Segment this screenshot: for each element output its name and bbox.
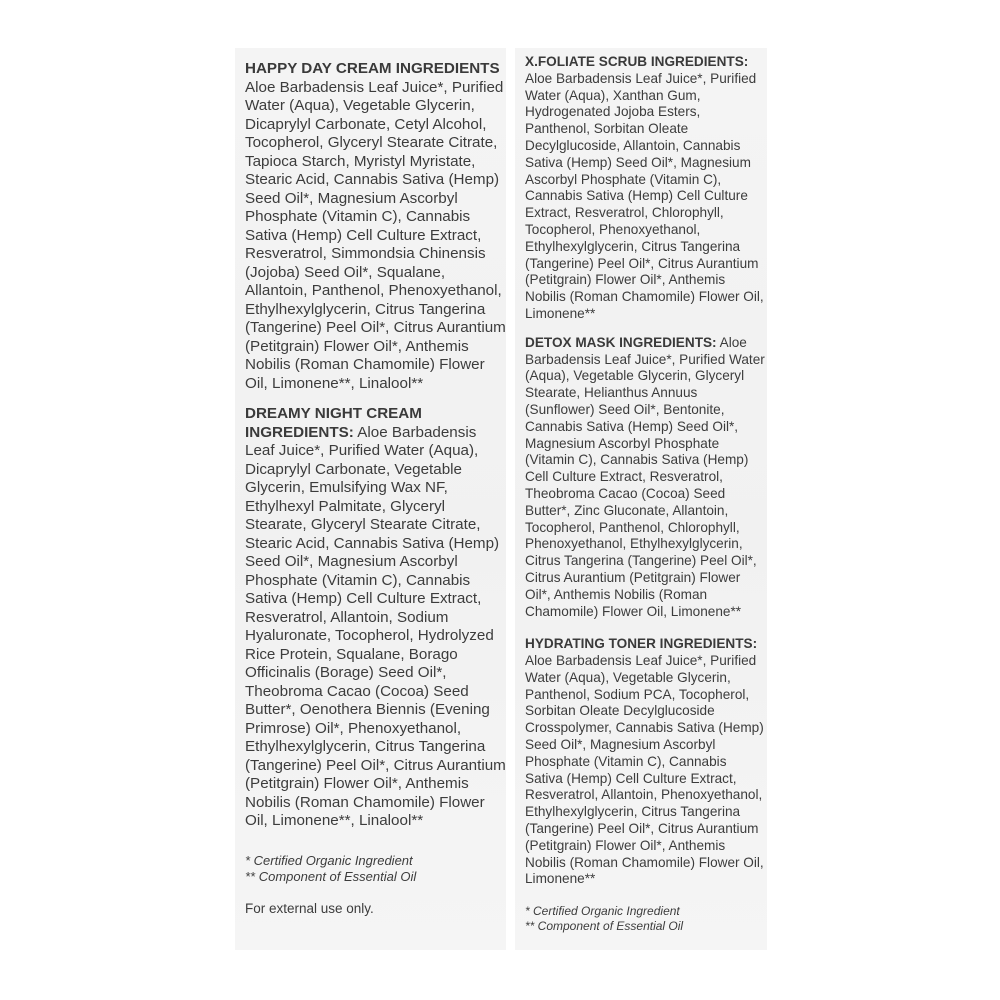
ingredient-list: Aloe Barbadensis Leaf Juice*, Purified Water (Aqua), Xanthan Gum, Hydrogenated Jojoba Esters, Panthenol, Sorbitan Oleate Decylglucoside, Allantoin, Cannabis Sativa (Hemp) Seed Oil*, Magnesium Ascorbyl Phosphate (Vitamin C), Cannabis Sativa (Hemp) Cell Culture Extract, Resveratrol, Chlorophyll, Tocopherol, Phenoxyethanol, Ethylhexylglycerin, Citrus Tangerina (Tangerine) Peel Oil*, Citrus Aurantium (Petitgrain) Flower Oil*, Anthemis Nobilis (Roman Chamomile) Flower Oil, Limonene** xyxy=(525,70,764,321)
footnote-essential-oil: ** Component of Essential Oil xyxy=(525,919,684,934)
detox-mask-ingredients xyxy=(525,335,767,621)
left-label-panel xyxy=(235,48,506,950)
dreamy-night-cream-ingredients xyxy=(245,405,506,831)
xfoliate-scrub-ingredients xyxy=(525,54,767,323)
footnote-organic: * Certified Organic Ingredient xyxy=(245,852,413,868)
right-label-panel xyxy=(515,48,767,950)
ingredient-list: Aloe Barbadensis Leaf Juice*, Purified Water (Aqua), Vegetable Glycerin, Dicaprylyl Carbonate, Cetyl Alcohol, Tocopherol, Glyceryl Stearate Citrate, Tapioca Starch, Myristyl Myristate, Stearic Acid, Cannabis Sativa (Hemp) Seed Oil*, Magnesium Ascorbyl Phosphate (Vitamin C), Cannabis Sativa (Hemp) Cell Culture Extract, Resveratrol, Simmondsia Chinensis (Jojoba) Seed Oil*, Squalane, Allantoin, Panthenol, Phenoxyethanol, Ethylhexylglycerin, Citrus Tangerina (Tangerine) Peel Oil*, Citrus Aurantium (Petitgrain) Flower Oil*, Anthemis Nobilis (Roman Chamomile) Flower Oil, Limonene**, Linalool** xyxy=(245,78,506,392)
section-heading: DETOX MASK INGREDIENTS: xyxy=(525,334,717,350)
hydrating-toner-ingredients xyxy=(525,636,767,888)
happy-day-cream-ingredients xyxy=(245,60,506,393)
section-heading: HAPPY DAY CREAM INGREDIENTS xyxy=(245,60,500,77)
ingredient-list: Aloe Barbadensis Leaf Juice*, Purified Water (Aqua), Vegetable Glycerin, Panthenol, Sodium PCA, Tocopherol, Sorbitan Oleate Decylglucoside Crosspolymer, Cannabis Sativa (Hemp) Seed Oil*, Magnesium Ascorbyl Phosphate (Vitamin C), Cannabis Sativa (Hemp) Cell Culture Extract, Resveratrol, Allantoin, Phenoxyethanol, Ethylhexylglycerin, Citrus Tangerina (Tangerine) Peel Oil*, Citrus Aurantium (Petitgrain) Flower Oil*, Anthemis Nobilis (Roman Chamomile) Flower Oil, Limonene** xyxy=(525,653,764,887)
external-use-notice: For external use only. xyxy=(245,900,374,916)
ingredient-list: Aloe Barbadensis Leaf Juice*, Purified Water (Aqua), Dicaprylyl Carbonate, Vegetable Glycerin, Emulsifying Wax NF, Ethylhexyl Palmitate, Glyceryl Stearate, Glyceryl Stearate Citrate, Stearic Acid, Cannabis Sativa (Hemp) Seed Oil*, Magnesium Ascorbyl Phosphate (Vitamin C), Cannabis Sativa (Hemp) Cell Culture Extract, Resveratrol, Allantoin, Sodium Hyaluronate, Tocopherol, Hydrolyzed Rice Protein, Squalane, Borago Officinalis (Borage) Seed Oil*, Theobroma Cacao (Cocoa) Seed Butter*, Oenothera Biennis (Evening Primrose) Oil*, Phenoxyethanol, Ethylhexylglycerin, Citrus Tangerina (Tangerine) Peel Oil*, Citrus Aurantium (Petitgrain) Flower Oil*, Anthemis Nobilis (Roman Chamomile) Flower Oil, Limonene**, Linalool** xyxy=(245,423,506,829)
section-heading: X.FOLIATE SCRUB INGREDIENTS: xyxy=(525,54,749,69)
footnotes xyxy=(525,904,767,934)
footnote-organic: * Certified Organic Ingredient xyxy=(525,904,680,919)
footnotes xyxy=(245,853,506,885)
section-heading: DREAMY NIGHT CREAM INGREDIENTS: xyxy=(245,405,422,441)
footnote-essential-oil: ** Component of Essential Oil xyxy=(245,868,417,884)
ingredient-list: Aloe Barbadensis Leaf Juice*, Purified Water (Aqua), Vegetable Glycerin, Glyceryl Stearate, Helianthus Annuus (Sunflower) Seed Oil*, Bentonite, Cannabis Sativa (Hemp) Seed Oil*, Magnesium Ascorbyl Phosphate (Vitamin C), Cannabis Sativa (Hemp) Cell Culture Extract, Resveratrol, Theobroma Cacao (Cocoa) Seed Butter*, Zinc Gluconate, Allantoin, Tocopherol, Panthenol, Chlorophyll, Phenoxyethanol, Ethylhexylglycerin, Citrus Tangerina (Tangerine) Peel Oil*, Citrus Aurantium (Petitgrain) Flower Oil*, Anthemis Nobilis (Roman Chamomile) Flower Oil, Limonene** xyxy=(525,334,765,619)
section-heading: HYDRATING TONER INGREDIENTS: xyxy=(525,636,758,652)
